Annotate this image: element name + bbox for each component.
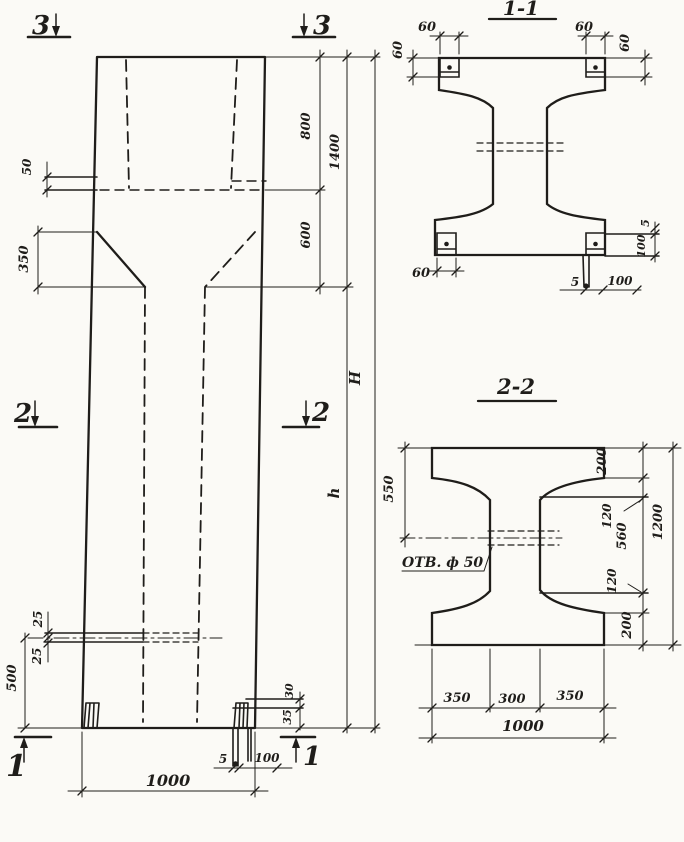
dim-side-100: 100 xyxy=(635,234,648,258)
section-2-2 xyxy=(382,374,681,743)
plate-dot xyxy=(593,65,598,70)
front-view-console-level-hidden xyxy=(100,181,266,190)
plate-dot xyxy=(593,242,598,247)
arrow-down-icon xyxy=(302,416,310,427)
plate-dot xyxy=(444,242,449,247)
arrow-down-icon xyxy=(31,416,39,427)
dim-plate-5: 5 xyxy=(218,752,228,766)
marker-3-right-label: 3 xyxy=(313,11,332,41)
arrow-up-icon xyxy=(20,737,28,748)
section-1-1-dimension-lines xyxy=(407,32,655,290)
marker-2-left-label: 2 xyxy=(14,399,33,429)
dim-plate-top-left-60: 60 xyxy=(417,20,437,35)
dim-width-1000: 1000 xyxy=(145,771,191,790)
arrow-up-icon xyxy=(292,737,300,748)
marker-2-right-label: 2 xyxy=(312,398,331,428)
section-1-1-hole-hidden xyxy=(477,143,566,151)
dim-height-H: H xyxy=(346,370,364,386)
section-1-1-outline xyxy=(435,58,605,255)
dim-side-5: 5 xyxy=(639,219,652,227)
section-1-1-title: 1-1 xyxy=(502,0,540,20)
section-marker-2-left xyxy=(13,399,57,429)
dim-bottom-350-right: 350 xyxy=(556,689,584,704)
dim-total-1200: 1200 xyxy=(651,503,666,541)
dim-plate-bottom-60: 60 xyxy=(411,266,431,281)
dim-bottom-1000: 1000 xyxy=(502,717,544,735)
marker-1-right-label: 1 xyxy=(303,742,322,772)
dim-plate-top-right-60: 60 xyxy=(574,20,594,35)
dim-bottom-100: 100 xyxy=(607,274,633,288)
marker-1-left-label: 1 xyxy=(6,749,27,784)
marker-3-left-label: 3 xyxy=(32,11,51,41)
dim-step-50: 50 xyxy=(20,158,34,176)
dim-hole-25-top: 25 xyxy=(31,610,45,628)
dim-bottom-350-left: 350 xyxy=(443,691,471,706)
dim-level-500: 500 xyxy=(5,664,20,692)
dim-hole-25-bottom: 25 xyxy=(30,647,44,665)
section-marker-3-left xyxy=(28,11,70,41)
front-view-hidden-lines xyxy=(126,60,255,722)
section-2-2-outline xyxy=(432,448,604,645)
dim-left-550: 550 xyxy=(382,475,397,503)
dim-plate-right-60: 60 xyxy=(618,33,633,53)
dim-taper-350: 350 xyxy=(17,245,32,273)
dim-key-35: 35 xyxy=(281,709,294,725)
hole-label: ОТВ. ф 50 xyxy=(402,555,484,571)
arrow-down-icon xyxy=(52,26,60,37)
section-marker-3-right xyxy=(293,11,335,41)
dim-plate-left-60: 60 xyxy=(391,40,406,60)
dim-flange-200-top: 200 xyxy=(595,447,610,475)
section-2-2-title: 2-2 xyxy=(497,374,535,399)
front-view xyxy=(5,11,380,797)
dim-height-h: h xyxy=(325,487,343,499)
dim-key-30: 30 xyxy=(283,683,296,699)
dim-bottom-5: 5 xyxy=(570,275,580,289)
arrow-down-icon xyxy=(300,26,308,37)
section-2-2-flange-inner-lines xyxy=(540,497,648,593)
dim-total-1400: 1400 xyxy=(328,133,343,171)
section-marker-2-right xyxy=(283,398,330,428)
plate-dot xyxy=(447,65,452,70)
dim-haunch-120-bottom: 120 xyxy=(605,568,619,594)
section-marker-1-right xyxy=(281,737,321,772)
dim-flange-200-bottom: 200 xyxy=(620,611,635,639)
dim-plate-100: 100 xyxy=(254,751,280,765)
front-view-outline xyxy=(82,57,265,728)
dim-haunch-120-top: 120 xyxy=(600,503,614,529)
dim-web-560: 560 xyxy=(615,522,630,550)
section-1-1 xyxy=(391,0,659,294)
section-marker-1-left xyxy=(6,737,51,784)
dim-upper-800: 800 xyxy=(299,112,314,140)
dim-lower-600: 600 xyxy=(299,221,314,249)
dim-bottom-300: 300 xyxy=(498,692,526,707)
